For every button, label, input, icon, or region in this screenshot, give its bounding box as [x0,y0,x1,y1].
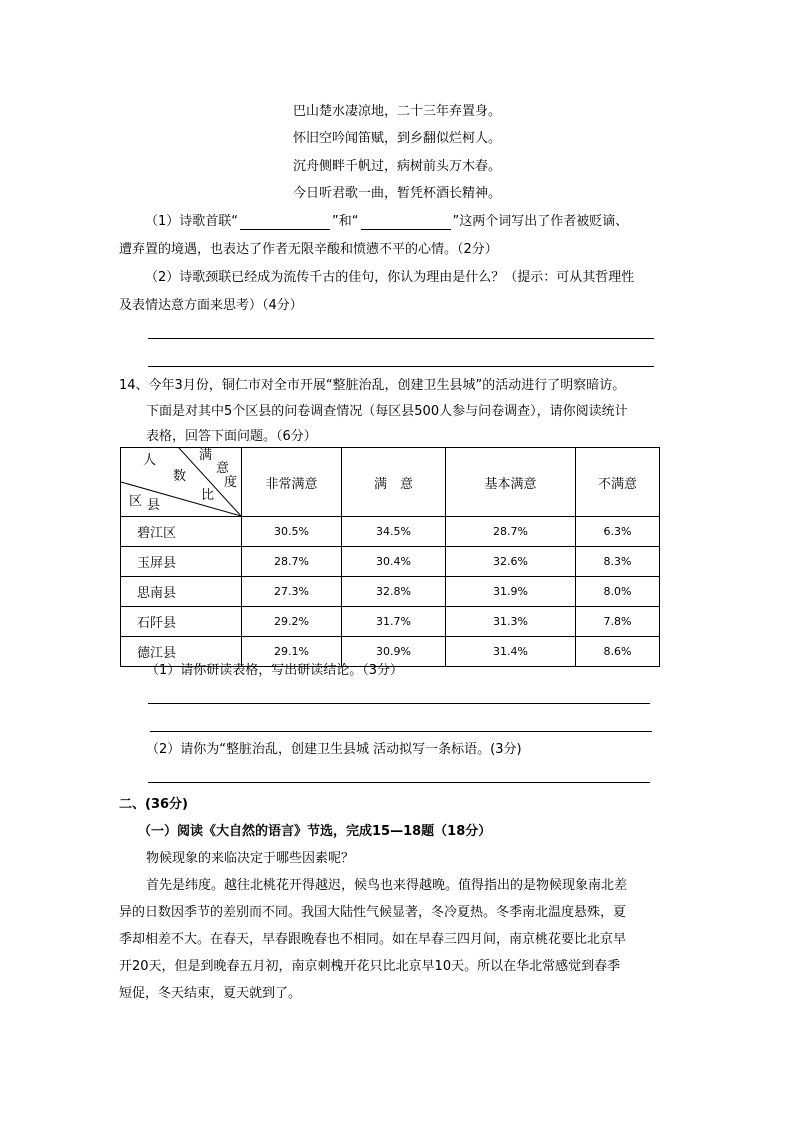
text: （1）诗歌首联“ [145,214,239,229]
passage-line: 首先是纬度。越往北桃花开得越迟，候鸟也来得越晚。值得指出的是物候现象南北差 [146,878,628,893]
cell: 28.7% [242,547,342,577]
corner-label: 度 [224,475,238,490]
answer-line[interactable] [150,731,652,732]
question-14: 14、今年3月份，铜仁市对全市开展“整脏治乱，创建卫生县城”的活动进行了明察暗访。 [119,378,626,393]
answer-line[interactable] [148,338,654,339]
poem-line: 怀旧空吟闻笛赋，到乡翻似烂柯人。 [292,131,501,146]
section-heading: 二、(36分) [119,797,188,812]
passage-line: 异的日数因季节的差别而不同。我国大陆性气候显著，冬冷夏热。冬季南北温度悬殊，夏 [119,905,627,920]
poem-line: 巴山楚水凄凉地，二十三年弃置身。 [292,104,501,119]
cell: 29.1% [242,637,342,667]
question-14-cont: 表格，回答下面问题。（6分） [146,429,317,444]
question-14-cont: 下面是对其中5个区县的问卷调查情况（每区县500人参与问卷调查），请你阅读统计 [146,404,628,419]
corner-label: 人 [143,453,157,468]
cell: 32.8% [342,577,446,607]
table-row [121,637,660,667]
passage-line: 物候现象的来临决定于哪些因素呢？ [146,851,355,866]
question-14-1: （1）请你研读表格，写出研读结论。（3分） [146,663,404,678]
column-header: 满 意 [342,448,446,517]
corner-label: 比 [201,488,215,503]
question-14-2: （2）请你为“整脏治乱，创建卫生县城 活动拟写一条标语。(3分) [146,742,522,757]
passage-line: 短促，冬天结束，夏天就到了。 [119,986,302,1001]
cell: 8.6% [576,637,660,667]
table-row [121,517,660,547]
row-name: 玉屏县 [121,547,242,577]
cell: 31.9% [446,577,576,607]
cell: 32.6% [446,547,576,577]
column-header: 基本满意 [446,448,576,517]
cell: 27.3% [242,577,342,607]
corner-label: 区 [129,494,143,509]
row-name: 碧江区 [121,517,242,547]
cell: 8.3% [576,547,660,577]
poem-line: 今日听君歌一曲，暂凭杯酒长精神。 [292,186,501,201]
answer-line[interactable] [148,703,650,704]
corner-label: 数 [173,469,187,484]
corner-label: 县 [147,498,161,513]
survey-table [120,447,660,667]
cell: 8.0% [576,577,660,607]
text: ”这两个词写出了作者被贬谪、 [452,214,629,229]
cell: 7.8% [576,607,660,637]
cell: 29.2% [242,607,342,637]
cell: 30.9% [342,637,446,667]
question-1 [145,214,628,230]
cell: 30.5% [242,517,342,547]
passage-line: 开20天，但是到晚春五月初，南京刺槐开花只比北京早10天。所以在华北常感觉到春季 [119,959,621,974]
cell: 30.4% [342,547,446,577]
table-row [121,607,660,637]
cell: 31.7% [342,607,446,637]
table-row [121,577,660,607]
poem-line: 沉舟侧畔千帆过，病树前头万木春。 [292,159,501,174]
row-name: 思南县 [121,577,242,607]
column-header: 不满意 [576,448,660,517]
row-name: 石阡县 [121,607,242,637]
fill-blank[interactable] [240,217,330,230]
part-heading: （一）阅读《大自然的语言》节选，完成15—18题（18分） [138,824,492,839]
cell: 28.7% [446,517,576,547]
fill-blank[interactable] [361,217,451,230]
question-1-cont: 遭弃置的境遇，也表达了作者无限辛酸和愤懑不平的心情。（2分） [119,242,498,257]
row-name: 德江县 [121,637,242,667]
answer-line[interactable] [148,366,654,367]
answer-line[interactable] [148,782,650,783]
question-2: （2）诗歌颈联已经成为流传千古的佳句，你认为理由是什么？（提示：可从其哲理性 [145,270,635,285]
table-row [121,547,660,577]
corner-label: 满 [199,448,213,463]
corner-label: 意 [216,461,230,476]
cell: 34.5% [342,517,446,547]
cell: 31.4% [446,637,576,667]
cell: 6.3% [576,517,660,547]
cell: 31.3% [446,607,576,637]
question-2-cont: 及表情达意方面来思考）（4分） [119,298,303,313]
corner-cell [121,448,242,517]
text: ”和“ [332,214,359,229]
passage-line: 季却相差不大。在春天，早春跟晚春也不相同。如在早春三四月间，南京桃花要比北京早 [119,932,627,947]
column-header: 非常满意 [242,448,342,517]
